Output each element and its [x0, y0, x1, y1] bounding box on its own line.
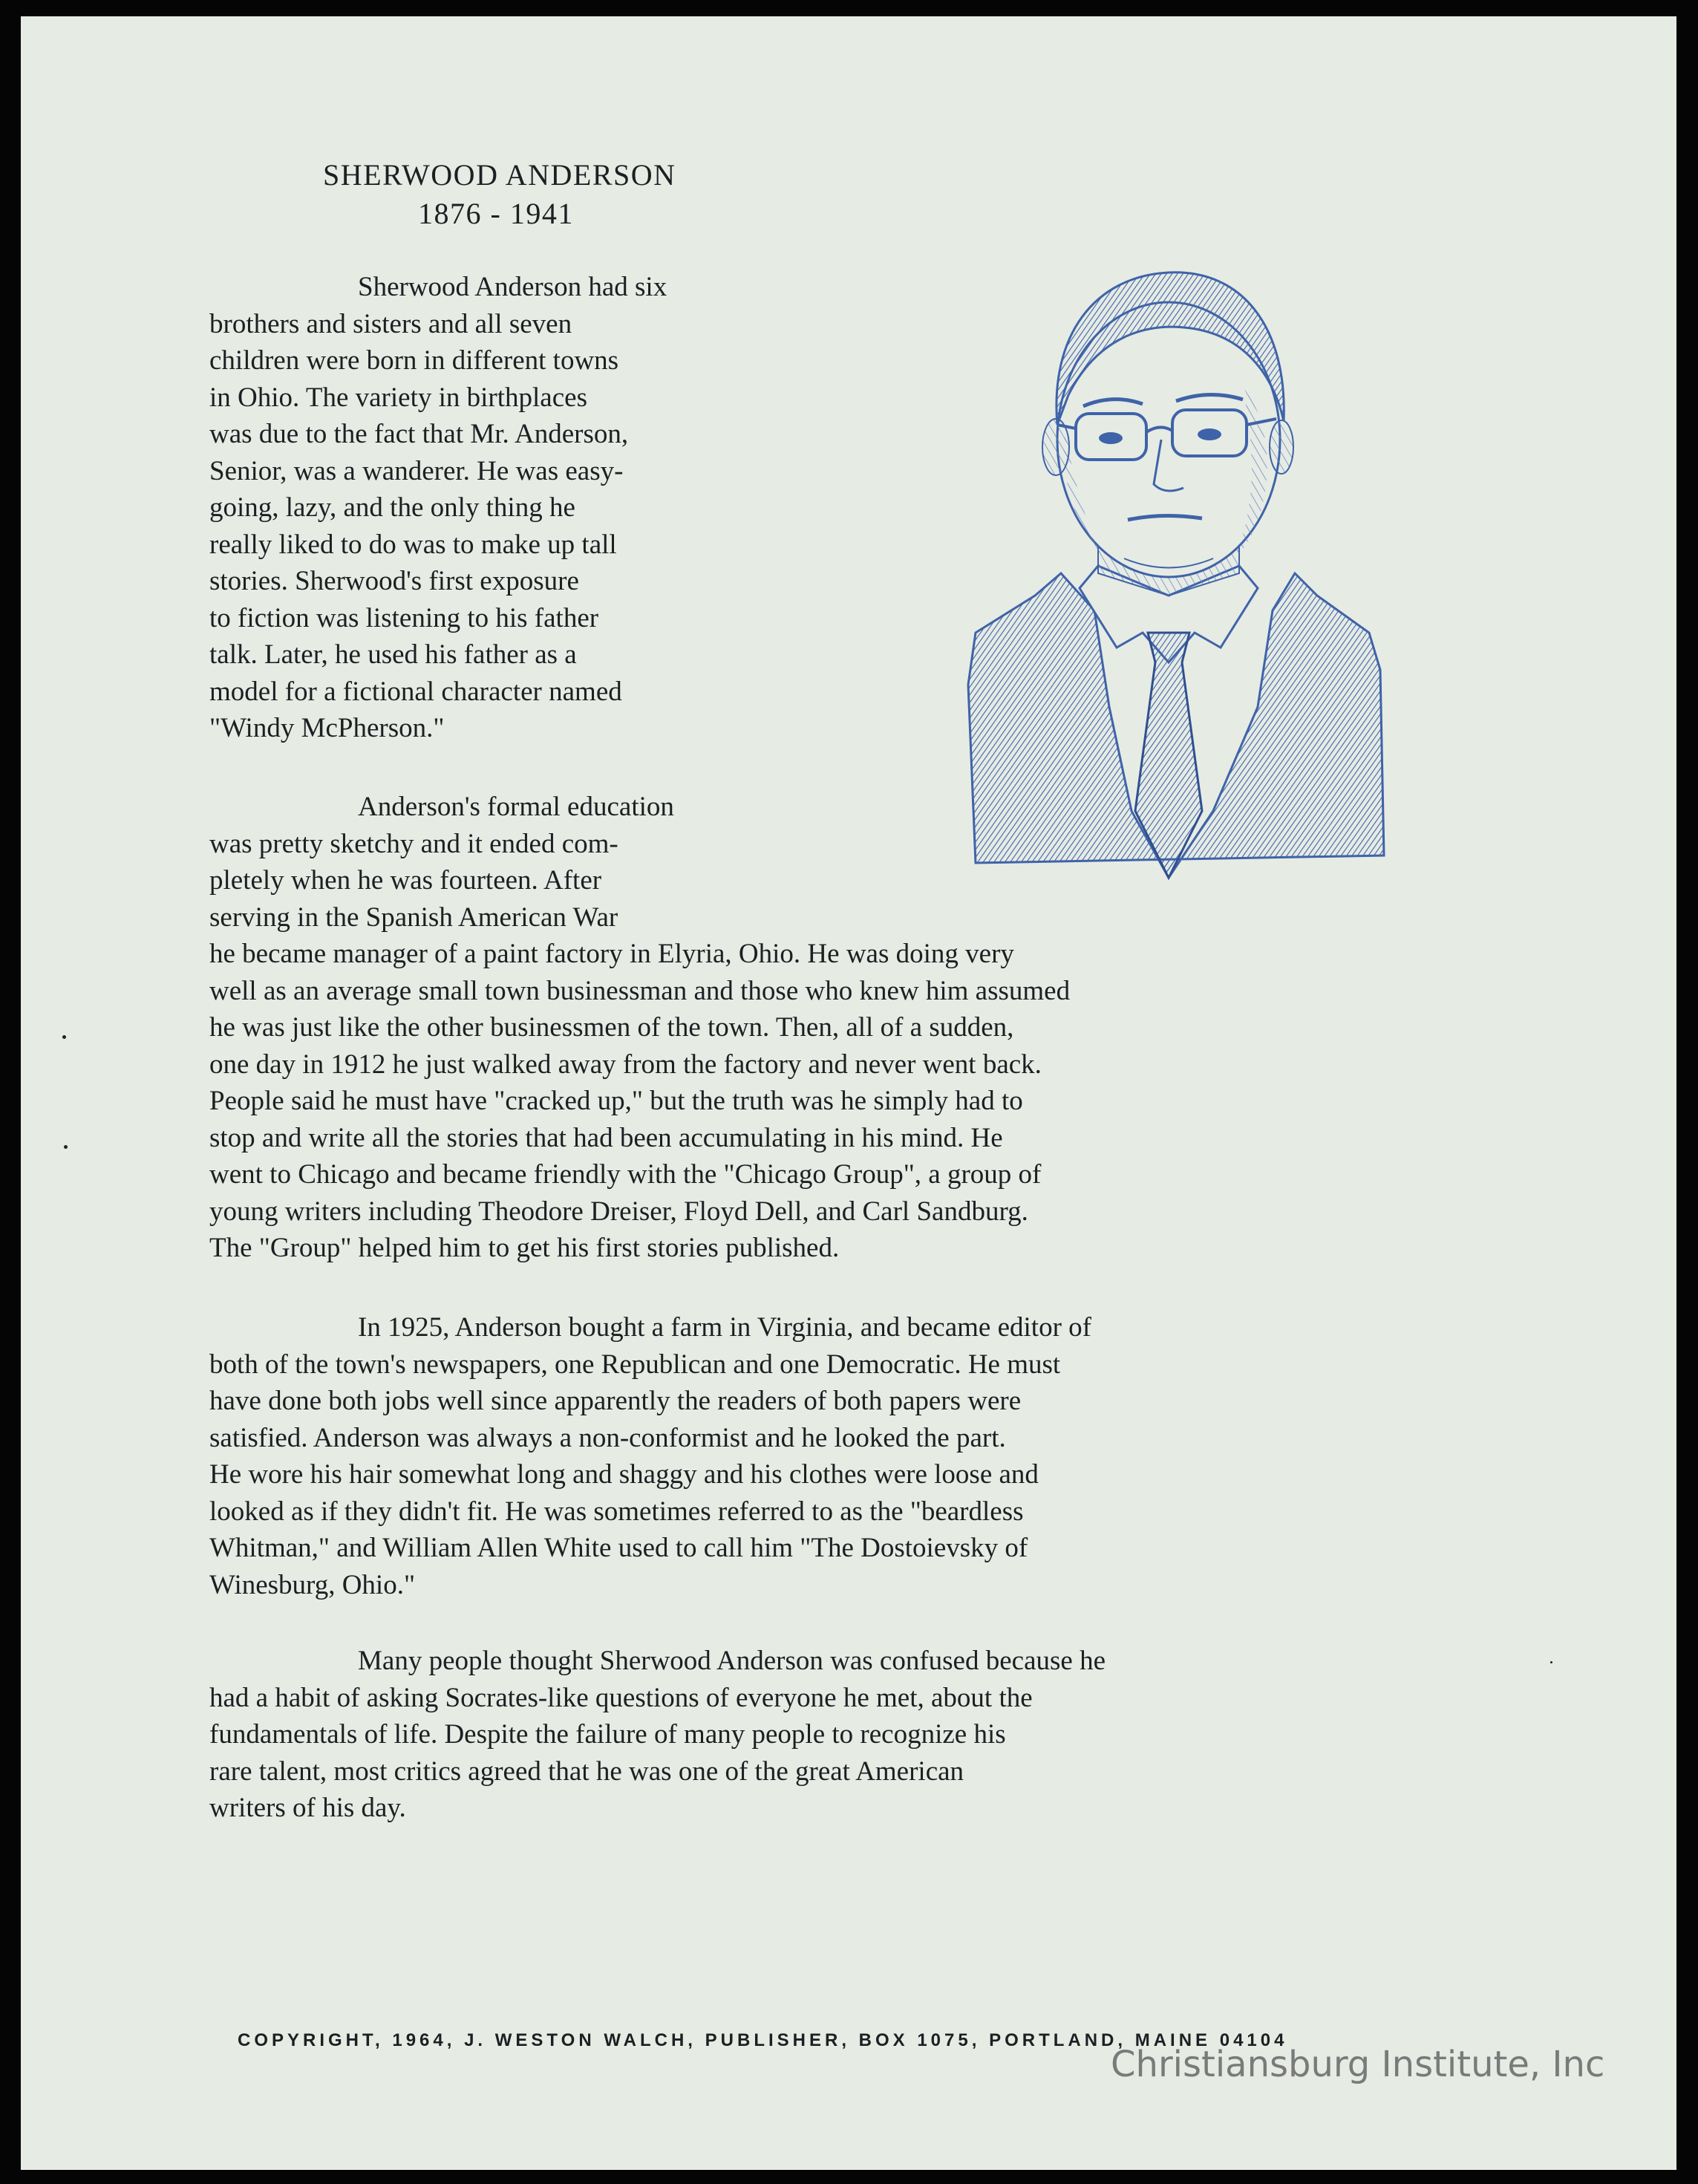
portrait-illustration — [946, 247, 1391, 893]
text-line: Many people thought Sherwood Anderson was confused because he — [358, 1646, 1106, 1676]
text-line: children were born in different towns — [209, 345, 619, 376]
life-years: 1876 - 1941 — [418, 197, 574, 230]
text-line: fundamentals of life. Despite the failure of many people to recognize his — [209, 1719, 1006, 1750]
text-line: Sherwood Anderson had six — [358, 272, 667, 302]
text-line: rare talent, most critics agreed that he was one of the great American — [209, 1756, 964, 1787]
text-line: went to Chicago and became friendly with the "Chicago Group", a group of — [209, 1159, 1042, 1190]
paragraph-1 — [209, 269, 667, 747]
text-line: to fiction was listening to his father — [209, 602, 599, 633]
paragraph-4 — [209, 1643, 1106, 1827]
page-title: SHERWOOD ANDERSON — [323, 158, 676, 192]
text-line: People said he must have "cracked up," but the truth was he simply had to — [209, 1086, 1023, 1116]
text-line: model for a fictional character named — [209, 676, 622, 707]
text-line: satisfied. Anderson was always a non-conformist and he looked the part. — [209, 1422, 1006, 1453]
text-line: writers of his day. — [209, 1793, 406, 1823]
text-line: one day in 1912 he just walked away from the factory and never went back. — [209, 1049, 1042, 1080]
paragraph-3 — [209, 1309, 1091, 1603]
text-line: have done both jobs well since apparently the readers of both papers were — [209, 1386, 1022, 1416]
text-line: he became manager of a paint factory in Elyria, Ohio. He was doing very — [209, 939, 1014, 969]
text-line: He wore his hair somewhat long and shaggy and his clothes were loose and — [209, 1459, 1039, 1490]
text-line: "Windy McPherson." — [209, 713, 445, 743]
text-line: he was just like the other businessmen of the town. Then, all of a sudden, — [209, 1012, 1014, 1043]
text-line: serving in the Spanish American War — [209, 902, 618, 933]
print-speck — [62, 1035, 66, 1039]
print-speck — [1550, 1661, 1552, 1663]
text-line: Senior, was a wanderer. He was easy- — [209, 455, 624, 486]
text-line: going, lazy, and the only thing he — [209, 492, 575, 523]
document-page — [21, 16, 1676, 2170]
text-line: young writers including Theodore Dreiser, Floyd Dell, and Carl Sandburg. — [209, 1196, 1028, 1227]
text-line: In 1925, Anderson bought a farm in Virginia, and became editor of — [358, 1312, 1091, 1343]
watermark: Christiansburg Institute, Inc — [1111, 2044, 1605, 2085]
text-line: was due to the fact that Mr. Anderson, — [209, 419, 629, 449]
text-line: stories. Sherwood's first exposure — [209, 566, 579, 596]
text-line: in Ohio. The variety in birthplaces — [209, 382, 587, 413]
text-line: Anderson's formal education — [358, 792, 674, 822]
text-line: The "Group" helped him to get his first stories published. — [209, 1233, 840, 1263]
text-line: brothers and sisters and all seven — [209, 308, 572, 339]
text-line: looked as if they didn't fit. He was sometimes referred to as the "beardless — [209, 1496, 1024, 1527]
print-speck — [64, 1145, 68, 1149]
copyright-notice: COPYRIGHT, 1964, J. WESTON WALCH, PUBLISHER, BOX 1075, PORTLAND, MAINE 04104 — [238, 2030, 1288, 2050]
text-line: pletely when he was fourteen. After — [209, 865, 602, 896]
text-line: talk. Later, he used his father as a — [209, 639, 577, 670]
text-line: Whitman," and William Allen White used to call him "The Dostoievsky of — [209, 1533, 1028, 1563]
text-line: Winesburg, Ohio." — [209, 1569, 416, 1600]
text-line: was pretty sketchy and it ended com- — [209, 828, 618, 859]
paragraph-2 — [209, 789, 1070, 1267]
text-line: both of the town's newspapers, one Republican and one Democratic. He must — [209, 1349, 1061, 1380]
text-line: well as an average small town businessman and those who knew him assumed — [209, 975, 1071, 1006]
text-line: stop and write all the stories that had been accumulating in his mind. He — [209, 1122, 1003, 1153]
text-line: had a habit of asking Socrates-like questions of everyone he met, about the — [209, 1682, 1033, 1713]
text-line: really liked to do was to make up tall — [209, 529, 617, 560]
